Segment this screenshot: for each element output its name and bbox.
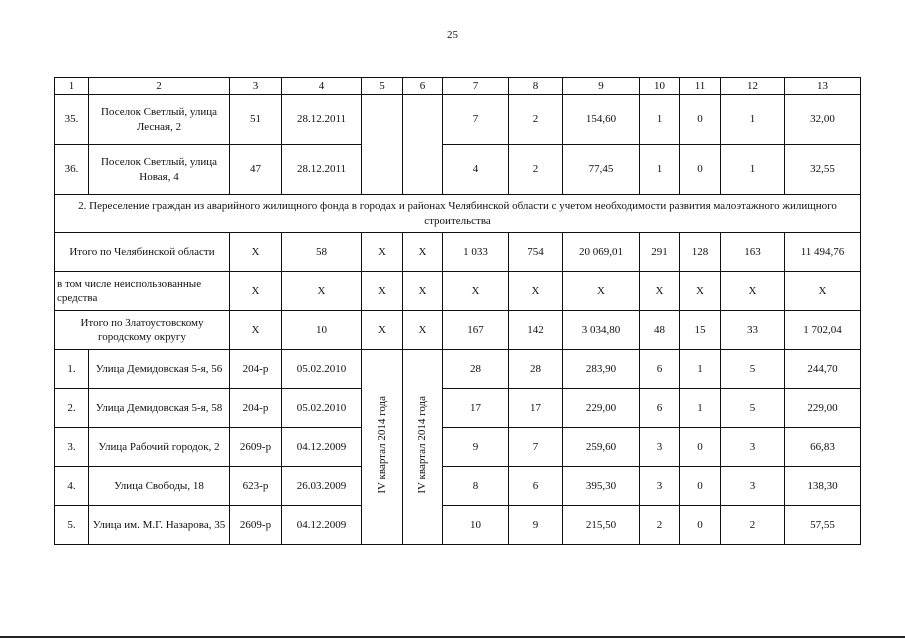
- section-row: [55, 195, 861, 233]
- cell: 1 702,04: [785, 311, 861, 350]
- cell: 17: [443, 389, 509, 428]
- cell: 17: [509, 389, 563, 428]
- cell: 5: [721, 350, 785, 389]
- header-cell: 8: [509, 78, 563, 95]
- date-cell: 04.12.2009: [282, 506, 362, 545]
- row-number: 2.: [55, 389, 89, 428]
- cell: 51: [230, 95, 282, 145]
- cell: 259,60: [563, 428, 640, 467]
- cell: 0: [680, 506, 721, 545]
- cell: 2: [721, 506, 785, 545]
- cell: 66,83: [785, 428, 861, 467]
- cell: X: [403, 311, 443, 350]
- cell: 138,30: [785, 467, 861, 506]
- header-cell: 13: [785, 78, 861, 95]
- cell: 33: [721, 311, 785, 350]
- header-cell: 10: [640, 78, 680, 95]
- totals-label: Итого по Челябинской области: [55, 233, 230, 272]
- cell: X: [721, 272, 785, 311]
- cell: 28: [509, 350, 563, 389]
- cell: 128: [680, 233, 721, 272]
- cell: 32,00: [785, 95, 861, 145]
- cell: X: [509, 272, 563, 311]
- row-number: 5.: [55, 506, 89, 545]
- date-cell: 26.03.2009: [282, 467, 362, 506]
- cell: 2: [509, 95, 563, 145]
- housing-relocation-table: [54, 77, 861, 545]
- cell: 4: [443, 145, 509, 195]
- cell: 6: [640, 389, 680, 428]
- cell: 1: [721, 145, 785, 195]
- cell: 28: [443, 350, 509, 389]
- row-number: 4.: [55, 467, 89, 506]
- header-row: [55, 78, 861, 95]
- cell: 6: [640, 350, 680, 389]
- cell: 20 069,01: [563, 233, 640, 272]
- table-row: [55, 145, 861, 195]
- row-number: 1.: [55, 350, 89, 389]
- cell: X: [362, 272, 403, 311]
- cell: X: [403, 233, 443, 272]
- date-cell: 04.12.2009: [282, 428, 362, 467]
- table-row: [55, 428, 861, 467]
- table-row: [55, 467, 861, 506]
- cell: 2609-р: [230, 506, 282, 545]
- cell: 215,50: [563, 506, 640, 545]
- address-cell: Улица Демидовская 5-я, 58: [89, 389, 230, 428]
- totals-label: в том числе неиспользованные средства: [55, 272, 230, 311]
- cell: 291: [640, 233, 680, 272]
- cell: X: [230, 311, 282, 350]
- cell: 1: [721, 95, 785, 145]
- cell: 9: [509, 506, 563, 545]
- cell: 167: [443, 311, 509, 350]
- cell: X: [403, 272, 443, 311]
- cell: 1: [680, 350, 721, 389]
- cell: 0: [680, 145, 721, 195]
- cell: 1 033: [443, 233, 509, 272]
- deadline-text: IV квартал 2014 года: [416, 396, 429, 494]
- header-cell: 7: [443, 78, 509, 95]
- cell: 754: [509, 233, 563, 272]
- cell: 1: [680, 389, 721, 428]
- cell: 8: [443, 467, 509, 506]
- header-cell: 11: [680, 78, 721, 95]
- header-cell: 6: [403, 78, 443, 95]
- date-cell: 28.12.2011: [282, 95, 362, 145]
- cell: 3 034,80: [563, 311, 640, 350]
- cell: 244,70: [785, 350, 861, 389]
- cell: 623-р: [230, 467, 282, 506]
- cell: 3: [640, 467, 680, 506]
- cell: X: [362, 311, 403, 350]
- cell: 2609-р: [230, 428, 282, 467]
- cell: X: [785, 272, 861, 311]
- header-cell: 1: [55, 78, 89, 95]
- cell: 7: [443, 95, 509, 145]
- cell: X: [230, 272, 282, 311]
- merged-cell-col6: [403, 95, 443, 195]
- header-cell: 9: [563, 78, 640, 95]
- address-cell: Улица Демидовская 5-я, 56: [89, 350, 230, 389]
- cell: X: [362, 233, 403, 272]
- cell: 395,30: [563, 467, 640, 506]
- merged-cell-col5: [362, 350, 403, 545]
- cell: 229,00: [563, 389, 640, 428]
- address-cell: Улица Свободы, 18: [89, 467, 230, 506]
- table-row: [55, 350, 861, 389]
- cell: 10: [443, 506, 509, 545]
- cell: X: [230, 233, 282, 272]
- cell: X: [443, 272, 509, 311]
- cell: 48: [640, 311, 680, 350]
- cell: X: [563, 272, 640, 311]
- totals-row: [55, 272, 861, 311]
- table-row: [55, 389, 861, 428]
- cell: 3: [640, 428, 680, 467]
- header-cell: 12: [721, 78, 785, 95]
- cell: 58: [282, 233, 362, 272]
- cell: X: [282, 272, 362, 311]
- totals-row: [55, 233, 861, 272]
- cell: 0: [680, 95, 721, 145]
- footer-divider: [0, 636, 905, 638]
- deadline-text: IV квартал 2014 года: [375, 396, 388, 494]
- cell: 32,55: [785, 145, 861, 195]
- address-cell: Поселок Светлый, улица Лесная, 2: [89, 95, 230, 145]
- cell: 5: [721, 389, 785, 428]
- table-row: [55, 506, 861, 545]
- cell: 7: [509, 428, 563, 467]
- date-cell: 05.02.2010: [282, 389, 362, 428]
- address-cell: Поселок Светлый, улица Новая, 4: [89, 145, 230, 195]
- totals-label: Итого по Златоустовскому городскому округу: [55, 311, 230, 350]
- totals-row: [55, 311, 861, 350]
- merged-cell-col5: [362, 95, 403, 195]
- address-cell: Улица им. М.Г. Назарова, 35: [89, 506, 230, 545]
- header-cell: 5: [362, 78, 403, 95]
- cell: 283,90: [563, 350, 640, 389]
- cell: 2: [640, 506, 680, 545]
- cell: 229,00: [785, 389, 861, 428]
- row-number: 35.: [55, 95, 89, 145]
- cell: 77,45: [563, 145, 640, 195]
- cell: 3: [721, 428, 785, 467]
- cell: 0: [680, 467, 721, 506]
- cell: 3: [721, 467, 785, 506]
- cell: 6: [509, 467, 563, 506]
- cell: X: [680, 272, 721, 311]
- cell: 47: [230, 145, 282, 195]
- cell: 1: [640, 95, 680, 145]
- row-number: 3.: [55, 428, 89, 467]
- page-number: 25: [447, 29, 458, 41]
- cell: X: [640, 272, 680, 311]
- header-cell: 2: [89, 78, 230, 95]
- cell: 204-р: [230, 350, 282, 389]
- cell: 57,55: [785, 506, 861, 545]
- header-cell: 3: [230, 78, 282, 95]
- cell: 154,60: [563, 95, 640, 145]
- cell: 163: [721, 233, 785, 272]
- address-cell: Улица Рабочий городок, 2: [89, 428, 230, 467]
- cell: 15: [680, 311, 721, 350]
- cell: 2: [509, 145, 563, 195]
- date-cell: 05.02.2010: [282, 350, 362, 389]
- cell: 1: [640, 145, 680, 195]
- cell: 204-р: [230, 389, 282, 428]
- cell: 9: [443, 428, 509, 467]
- cell: 11 494,76: [785, 233, 861, 272]
- section-title: 2. Переселение граждан из аварийного жилищного фонда в городах и районах Челябинской области с учетом необходимости развития малоэтажного жилищного строительства: [55, 195, 861, 233]
- cell: 142: [509, 311, 563, 350]
- cell: 0: [680, 428, 721, 467]
- table-row: [55, 95, 861, 145]
- header-cell: 4: [282, 78, 362, 95]
- date-cell: 28.12.2011: [282, 145, 362, 195]
- row-number: 36.: [55, 145, 89, 195]
- merged-cell-col6: [403, 350, 443, 545]
- cell: 10: [282, 311, 362, 350]
